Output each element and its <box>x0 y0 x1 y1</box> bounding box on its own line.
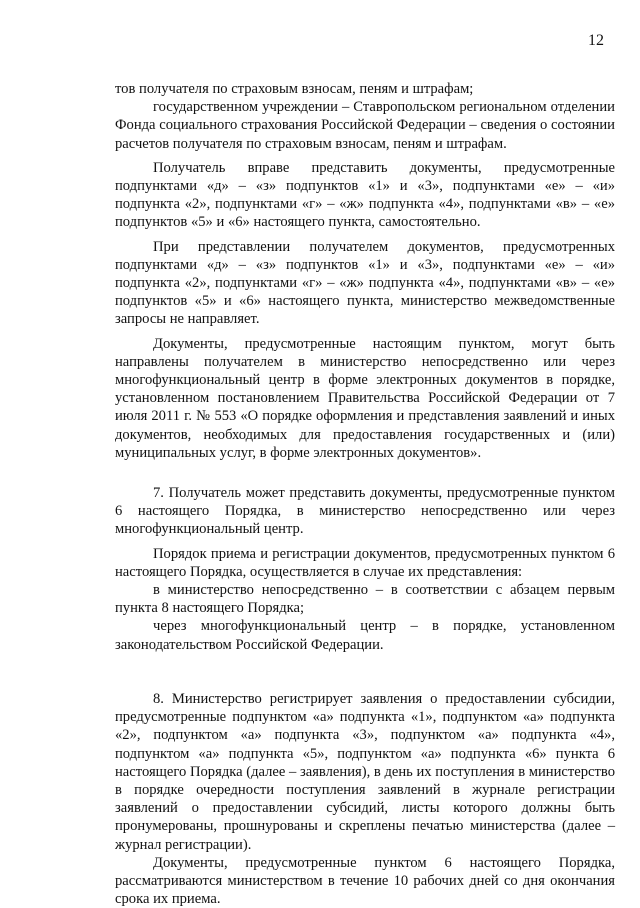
paragraph-self-submit: Получатель вправе представить документы, предусмотренные подпунктами «д» – «з» подпунктов «1» и «3», подпунктами «е» – «и» подпункта «2», подпунктами «г» – «ж» подпункта «4», подпунктами «в» – «е» подпунктов «5» и «6» настоящего пункта, самостоятельно. <box>115 159 615 231</box>
paragraph-fss: государственном учреждении – Ставропольском региональном отделении Фонда социального страхования Российской Федерации – сведения о состоянии расчетов получателя по страховым взносам, пеням и штрафам. <box>115 99 615 152</box>
paragraph-review: Документы, предусмотренные пунктом 6 настоящего Порядка, рассматриваются министерством в течение 10 рабочих дней со дня окончания срока их приема. <box>115 854 615 908</box>
paragraph-continuation: тов получателя по страховым взносам, пеням и штрафам; <box>115 81 474 97</box>
paragraph-electronic-docs: Документы, предусмотренные настоящим пунктом, могут быть направлены получателем в министерство непосредственно или через многофункциональный центр в форме электронных документов в порядке, установленном постановлением Правительства Российской Федерации от 7 июля 2011 г. № 553 «О порядке оформления и представления заявлений и иных документов, необходимых для предоставления государственных и (или) муниципальных услуг, в форме электронных документов». <box>115 335 615 461</box>
document-body <box>115 80 615 908</box>
page-number: 12 <box>588 32 604 49</box>
paragraph-item-7: 7. Получатель может представить документы, предусмотренные пунктом 6 настоящего Порядка, в министерство непосредственно или через многофункциональный центр. <box>115 485 615 538</box>
paragraph-mfc: через многофункциональный центр – в порядке, установленном законодательством Российской Федерации. <box>115 618 615 653</box>
paragraph-direct: в министерство непосредственно – в соответствии с абзацем первым пункта 8 настоящего Порядка; <box>115 582 615 617</box>
paragraph-no-requests: При представлении получателем документов, предусмотренных подпунктами «д» – «з» подпунктов «1» и «3», подпунктами «е» – «и» подпункта «2», подпунктами «г» – «ж» подпункта «4», подпунктами «в» – «е» подпунктов «5» и «6» настоящего пункта, министерство межведомственные запросы не направляет. <box>115 238 615 328</box>
paragraph-procedure: Порядок приема и регистрации документов, предусмотренных пунктом 6 настоящего Порядка, осуществляется в случае их представления: <box>115 545 615 580</box>
paragraph-item-8: 8. Министерство регистрирует заявления о предоставлении субсидии, предусмотренные подпунктом «а» подпункта «1», подпунктом «а» подпункта «2», подпунктом «а» подпункта «3», подпунктом «а» подпункта «4», подпунктом «а» подпункта «5», подпунктом «а» подпункта «6» пункта 6 настоящего Порядка (далее – заявления), в день их поступления в министерство в порядке очередности поступления заявлений в журнале регистрации заявлений о предоставлении субсидий, листы которого должны быть пронумерованы, прошнурованы и скреплены печатью министерства (далее – журнал регистрации). <box>115 690 615 853</box>
